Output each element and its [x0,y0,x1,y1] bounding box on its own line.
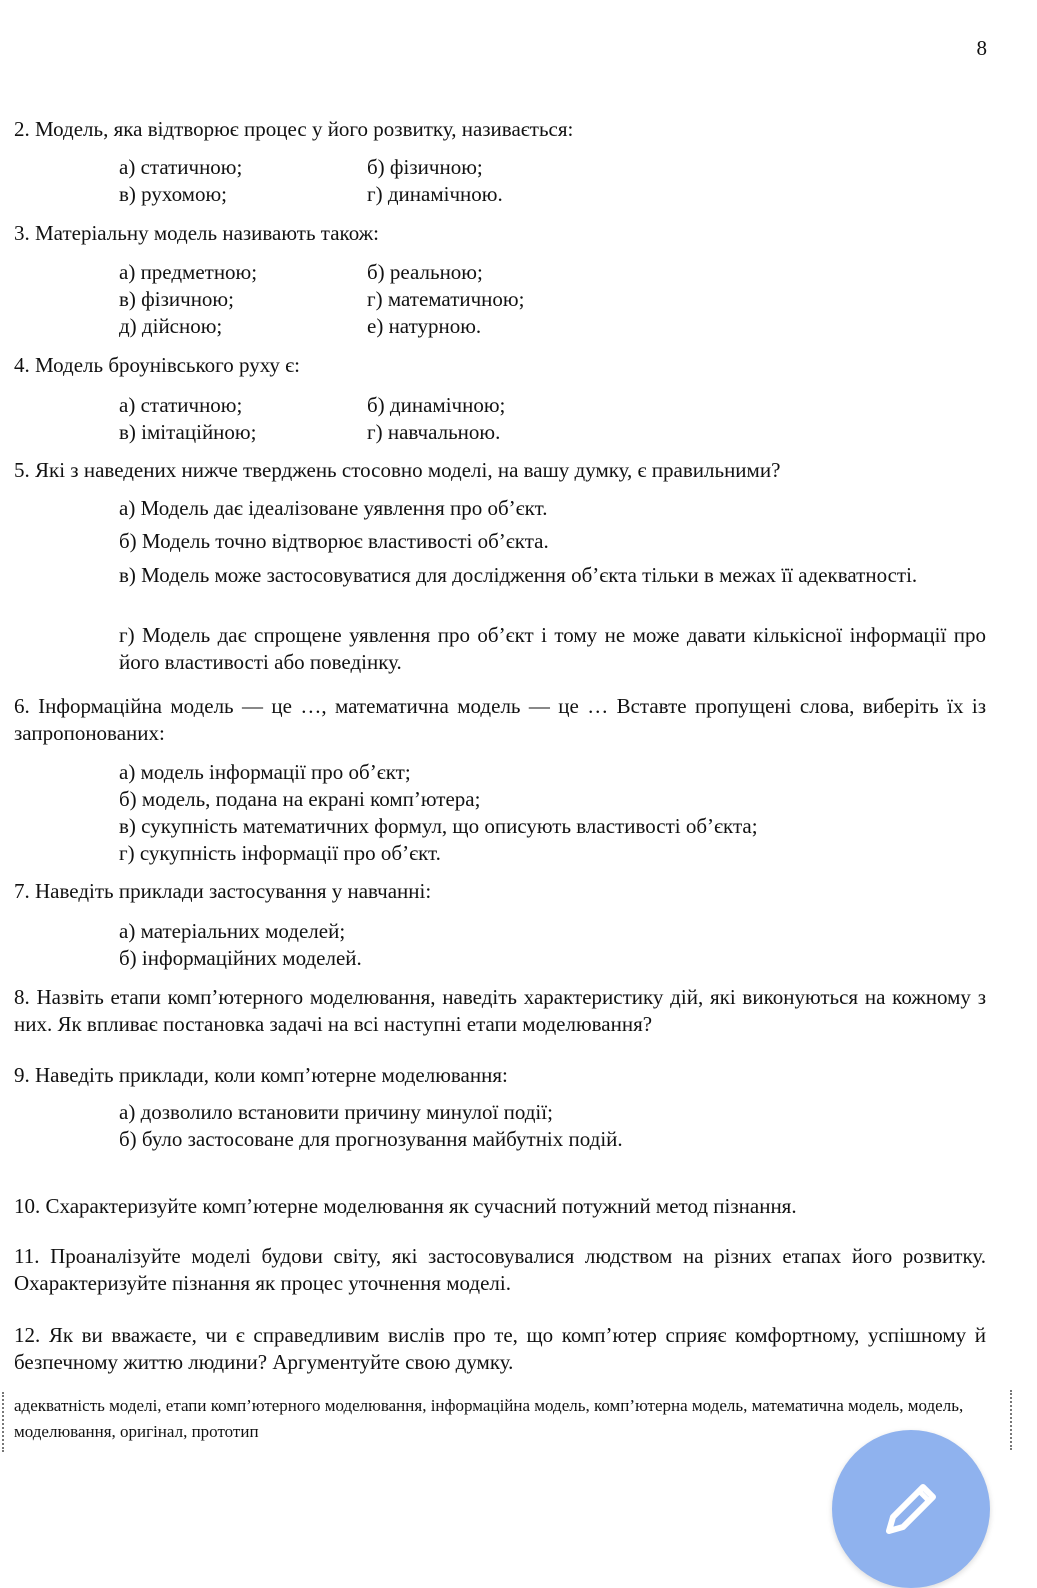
option: а) статичною; [119,393,243,417]
option: г) математичною; [367,287,525,311]
option: б) динамічною; [367,393,506,417]
option: в) рухомою; [119,182,227,206]
question-10: 10. Схарактеризуйте комп’ютерне моделювання як сучасний потужний метод пізнання. [14,1194,797,1218]
question-8: 8. Назвіть етапи комп’ютерного моделювання, наведіть характеристику дій, які виконуються на кожному з них. Як впливає постановка задачі на всі наступні етапи моделювання? [14,985,986,1036]
option: а) дозволило встановити причину минулої події; [119,1100,553,1124]
question-9-options [119,1099,623,1153]
question-7-options [119,918,362,972]
option: д) дійсною; [119,314,223,338]
option: а) предметною; [119,260,258,284]
option: а) модель інформації про об’єкт; [119,760,411,784]
question-7: 7. Наведіть приклади застосування у навчанні: [14,879,432,903]
pencil-icon [879,1477,943,1541]
question-9: 9. Наведіть приклади, коли комп’ютерне моделювання: [14,1063,508,1087]
option: б) фізичною; [367,155,483,179]
question-2: 2. Модель, яка відтворює процес у його розвитку, називається: [14,117,574,141]
option: б) модель, подана на екрані комп’ютера; [119,787,481,811]
option: а) Модель дає ідеалізоване уявлення про об’єкт. [119,496,548,520]
option: в) сукупність математичних формул, що описують властивості об’єкта; [119,814,758,838]
option: в) фізичною; [119,287,234,311]
option: г) навчальною. [367,420,501,444]
option: г) Модель дає спрощене уявлення про об’єкт і тому не може давати кількісної інформації про його властивості або поведінку. [119,623,986,674]
option: г) сукупність інформації про об’єкт. [119,841,441,865]
option: б) було застосоване для прогнозування майбутніх подій. [119,1127,623,1151]
question-6-options [119,759,758,867]
question-12: 12. Як ви вважаєте, чи є справедливим вислів про те, що комп’ютер сприяє комфортному, успішному й безпечному життю людини? Аргументуйте свою думку. [14,1323,986,1374]
option: г) динамічною. [367,182,503,206]
edit-fab-button[interactable] [832,1430,990,1588]
question-11: 11. Проаналізуйте моделі будови світу, які застосовувалися людством на різних етапах його розвитку. Охарактеризуйте пізнання як процес уточнення моделі. [14,1244,986,1295]
option: б) інформаційних моделей. [119,946,362,970]
question-3: 3. Матеріальну модель називають також: [14,221,380,245]
page-number: 8 [976,36,987,60]
option: е) натурною. [367,314,482,338]
question-3-options [119,259,524,340]
option: а) статичною; [119,155,243,179]
scallop-border-right [996,1390,1012,1450]
question-6: 6. Інформаційна модель — це …, математична модель — це … Вставте пропущені слова, виберіть їх із запропонованих: [14,694,986,745]
option: б) реальною; [367,260,483,284]
option: в) імітаційною; [119,420,257,444]
option: а) матеріальних моделей; [119,919,346,943]
option: в) Модель може застосовуватися для дослідження об’єкта тільки в межах її адекватності. [119,563,918,587]
question-4-options [119,392,505,446]
question-4: 4. Модель броунівського руху є: [14,353,301,377]
question-5: 5. Які з наведених нижче тверджень стосовно моделі, на вашу думку, є правильними? [14,458,781,482]
glossary-terms: адекватність моделі, етапи комп’ютерного моделювання, інформаційна модель, комп’ютерна модель, математична модель, модель, моделювання, оригінал, прототип [14,1396,964,1441]
question-2-options [119,154,503,208]
option: б) Модель точно відтворює властивості об’єкта. [119,529,549,553]
